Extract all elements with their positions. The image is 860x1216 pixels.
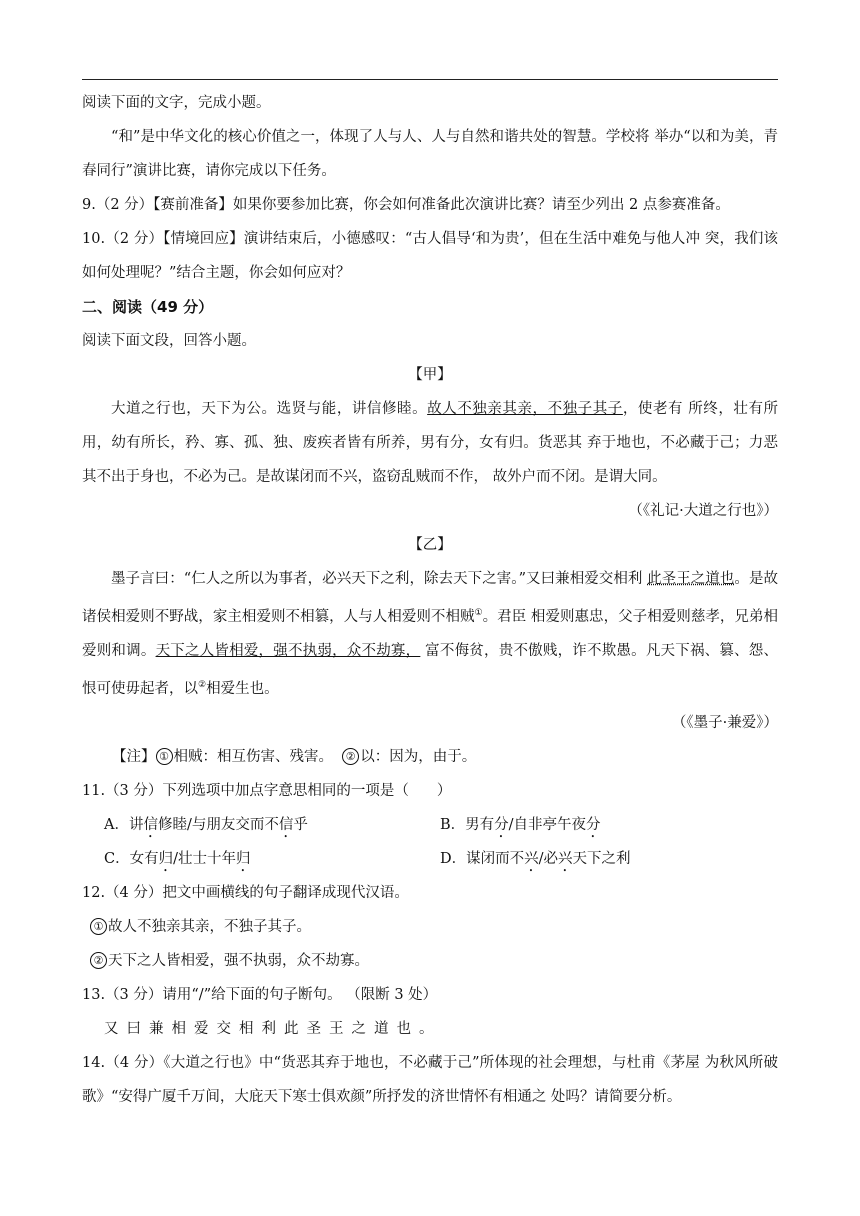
question-10: 10.（2 分）【情境回应】演讲结束后，小德感叹：“古人倡导‘和为贵’，但在生活中难免与他人冲 突，我们该如何处理呢？”结合主题，你会如何应对？ — [82, 231, 778, 281]
passage-yi-dotted: 此圣王之道也 — [647, 571, 735, 587]
option-c-mid: /壮士十年 — [173, 850, 236, 867]
context-paragraph: “和”是中华文化的核心价值之一，体现了人与人、人与自然和谐共处的智慧。学校将 举办“以和为美，青春同行”演讲比赛，请你完成以下任务。 — [82, 129, 778, 179]
option-d-post: 天下之利 — [572, 850, 631, 867]
intro-text: 阅读下面的文字，完成小题。 — [82, 95, 271, 111]
option-a — [104, 808, 440, 842]
option-a-pre: A．讲 — [104, 816, 144, 833]
question-11-options — [82, 808, 778, 876]
passage-yi-underlined: 天下之人皆相爱，强不执弱，众不劫寡， — [155, 642, 421, 659]
option-a-dotted-1: 信 — [143, 816, 158, 833]
item-marker-2: ② — [90, 952, 107, 969]
annotation-note — [82, 740, 778, 774]
note-text-2: 以：因为，由于。 — [360, 748, 477, 765]
passage-yi-text-2: 。是故诸侯相爱则不野战，家主相爱则不相篡，人与人相爱则不相贼 — [82, 571, 779, 625]
footnote-ref-2: ② — [198, 679, 207, 690]
question-14: 14.（4 分）《大道之行也》中“货恶其弃于地也，不必藏于己”所体现的社会理想，与杜甫《茅屋 为秋风所破歌》“安得广厦千万间，大庇天下寒士俱欢颜”所抒发的济世情怀有相通之 处吗？请简要分析。 — [82, 1054, 778, 1105]
option-d-dotted-2: 兴 — [558, 850, 573, 867]
question-12-stem: 12.（4 分）把文中画横线的句子翻译成现代汉语。 — [82, 884, 409, 901]
passage-jia-source: （《礼记·大道之行也》） — [628, 503, 778, 519]
option-b-mid: /自非亭午夜 — [508, 816, 587, 833]
option-b-pre: B．男有 — [440, 816, 495, 833]
option-c-pre: C．女有 — [104, 850, 159, 867]
option-a-mid: 修睦/与朋友交而不 — [157, 816, 279, 833]
question-13-sentence: 又曰兼相爱交相利此圣王之道也。 — [104, 1020, 442, 1037]
item-marker-1: ① — [90, 918, 107, 935]
question-11-stem — [82, 774, 778, 808]
passage-jia-text-1: 大道之行也，天下为公。选贤与能，讲信修睦。 — [111, 401, 428, 417]
option-d-mid: /必 — [538, 850, 559, 867]
section-heading-reading: 二、阅读（49 分） — [82, 298, 214, 316]
passage-yi-source: （《墨子·兼爱》） — [671, 714, 778, 731]
option-b-dotted-2: 分 — [586, 816, 601, 833]
item-sentence-1: 故人不独亲其亲，不独子其子。 — [108, 918, 311, 935]
question-9: 9.（2 分）【赛前准备】如果你要参加比赛，你会如何准备此次演讲比赛？请至少列出 2 点参赛准备。 — [82, 197, 730, 213]
option-b-dotted-1: 分 — [494, 816, 509, 833]
option-d-pre: D．谋闭而不 — [440, 850, 525, 867]
passage-yi-text-4: 富不侮贫，贵不傲贱，诈不欺愚。凡天下祸、篡、怨、恨可使毋起者，以 — [82, 642, 779, 697]
passage-yi-label: 【乙】 — [408, 537, 452, 553]
option-d-dotted-1: 兴 — [524, 850, 539, 867]
option-a-post: 乎 — [293, 816, 308, 833]
option-a-dotted-2: 信 — [278, 816, 294, 833]
passage-jia-label: 【甲】 — [408, 367, 452, 383]
passage-yi-text-3: 。君臣 相爱则惠忠，父子相爱则慈孝，兄弟相爱则和调。 — [82, 608, 779, 659]
note-text-1: 相贼：相互伤害、残害。 — [173, 748, 333, 765]
question-11-stem-close: ） — [436, 782, 452, 799]
question-11-stem-text: 11.（3 分）下列选项中加点字意思相同的一项是（ — [82, 782, 409, 799]
page-content — [82, 86, 778, 1114]
question-13-stem: 13.（3 分）请用“/”给下面的句子断句。 （限断 3 处） — [82, 986, 438, 1003]
reading-intro: 阅读下面文段，回答小题。 — [82, 333, 256, 349]
footnote-ref-1: ① — [474, 608, 483, 618]
note-label: 【注】 — [112, 748, 156, 765]
option-b — [440, 808, 776, 842]
option-c-dotted-1: 归 — [158, 850, 174, 867]
option-d — [440, 842, 776, 876]
header-rule — [82, 79, 778, 80]
question-12-item-1 — [82, 910, 778, 944]
option-c — [104, 842, 440, 876]
passage-yi-text-1: 墨子言曰：“仁人之所以为事者，必兴天下之利，除去天下之害。”又曰兼相爱交相利 — [111, 571, 648, 587]
question-12-item-2 — [82, 944, 778, 978]
passage-yi-text-5: 相爱生也。 — [206, 680, 279, 697]
item-sentence-2: 天下之人皆相爱，强不执弱，众不劫寡。 — [108, 952, 369, 969]
note-marker-2: ② — [342, 748, 359, 765]
option-c-dotted-2: 归 — [236, 850, 251, 867]
passage-jia-text-2: ，使老有 所终，壮有所用，幼有所长，矜、寡、孤、独、废疾者皆有所养，男有分，女有归。货恶其 弃于地也，不必藏于己；力恶其不出于身也，不必为己。是故谋闭而不兴，盗窃乱贼而不作， 故外户而不闭。是谓大同。 — [82, 401, 779, 485]
note-marker-1: ① — [156, 748, 173, 765]
passage-jia — [82, 392, 778, 494]
passage-jia-underlined: 故人不独亲其亲，不独子其子 — [427, 401, 623, 417]
passage-yi — [82, 562, 778, 706]
